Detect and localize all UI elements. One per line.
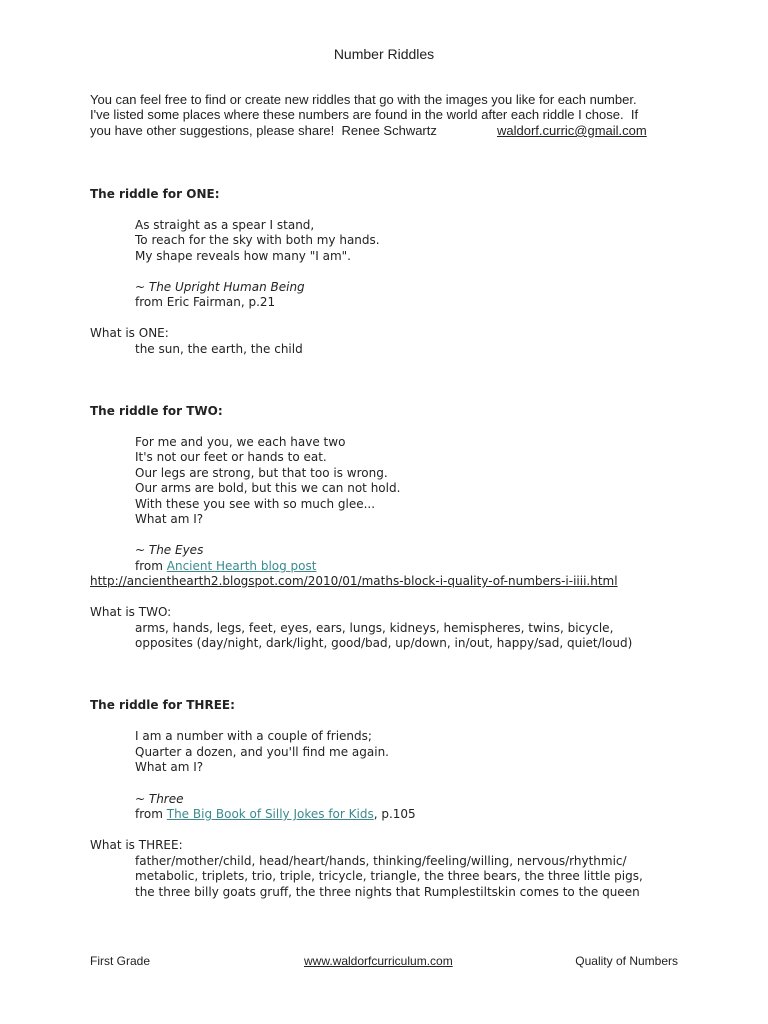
ancient-hearth-link[interactable]: Ancient Hearth blog post: [166, 559, 317, 573]
source-two: [135, 559, 316, 573]
poem-two-line-5: With these you see with so much glee...: [135, 497, 376, 511]
examples-two-line-2: opposites (day/night, dark/light, good/bad, up/down, in/out, happy/sad, quiet/loud): [135, 636, 633, 650]
ancient-hearth-url-link[interactable]: http://ancienthearth2.blogspot.com/2010/01/maths-block-i-quality-of-numbers-i-iiii.html: [90, 574, 618, 588]
heading-one: The riddle for ONE:: [90, 187, 220, 201]
what-is-one-label: What is ONE:: [90, 326, 169, 340]
examples-three-line-3: the three billy goats gruff, the three nights that Rumplestiltskin comes to the queen: [135, 885, 640, 899]
poem-two-line-6: What am I?: [135, 512, 204, 526]
poem-one-line-3: My shape reveals how many "I am".: [135, 249, 351, 263]
email-link[interactable]: waldorf.curric@gmail.com: [497, 123, 647, 138]
source-three: [135, 807, 416, 821]
answer-two: ~ The Eyes: [135, 543, 204, 557]
poem-two-line-2: It's not our feet or hands to eat.: [135, 450, 327, 464]
intro-line-3: you have other suggestions, please share! Renee Schwartz: [90, 123, 437, 138]
source-three-suffix: , p.105: [373, 807, 416, 821]
heading-two: The riddle for TWO:: [90, 404, 223, 418]
poem-two-line-1: For me and you, we each have two: [135, 435, 346, 449]
examples-one-line-1: the sun, the earth, the child: [135, 342, 303, 356]
what-is-two-label: What is TWO:: [90, 605, 172, 619]
poem-three-line-3: What am I?: [135, 760, 204, 774]
poem-two-line-4: Our arms are bold, but this we can not hold.: [135, 481, 401, 495]
what-is-three-label: What is THREE:: [90, 838, 183, 852]
poem-three-line-1: I am a number with a couple of friends;: [135, 729, 372, 743]
heading-three: The riddle for THREE:: [90, 698, 235, 712]
poem-three-line-2: Quarter a dozen, and you'll find me again.: [135, 745, 389, 759]
source-three-prefix: from: [135, 807, 167, 821]
footer-website-link[interactable]: www.waldorfcurriculum.com: [304, 954, 453, 968]
page-title: Number Riddles: [333, 46, 435, 62]
silly-jokes-book-link[interactable]: The Big Book of Silly Jokes for Kids: [166, 807, 374, 821]
examples-three-line-2: metabolic, triplets, trio, triple, tricycle, triangle, the three bears, the three little pigs,: [135, 869, 643, 883]
answer-one: ~ The Upright Human Being: [135, 280, 305, 294]
intro-line-2: I've listed some places where these numbers are found in the world after each riddle I chose. If: [90, 107, 639, 122]
poem-one-line-2: To reach for the sky with both my hands.: [135, 233, 380, 247]
source-two-prefix: from: [135, 559, 167, 573]
intro-line-1: You can feel free to find or create new riddles that go with the images you like for each number.: [90, 92, 637, 107]
source-one: from Eric Fairman, p.21: [135, 295, 276, 309]
poem-one-line-1: As straight as a spear I stand,: [135, 218, 315, 232]
footer-left-text: First Grade: [90, 954, 151, 968]
examples-two-line-1: arms, hands, legs, feet, eyes, ears, lungs, kidneys, hemispheres, twins, bicycle,: [135, 621, 614, 635]
examples-three-line-1: father/mother/child, head/heart/hands, thinking/feeling/willing, nervous/rhythmic/: [135, 854, 627, 868]
answer-three: ~ Three: [135, 792, 184, 806]
footer-right-text: Quality of Numbers: [575, 954, 678, 968]
poem-two-line-3: Our legs are strong, but that too is wrong.: [135, 466, 388, 480]
